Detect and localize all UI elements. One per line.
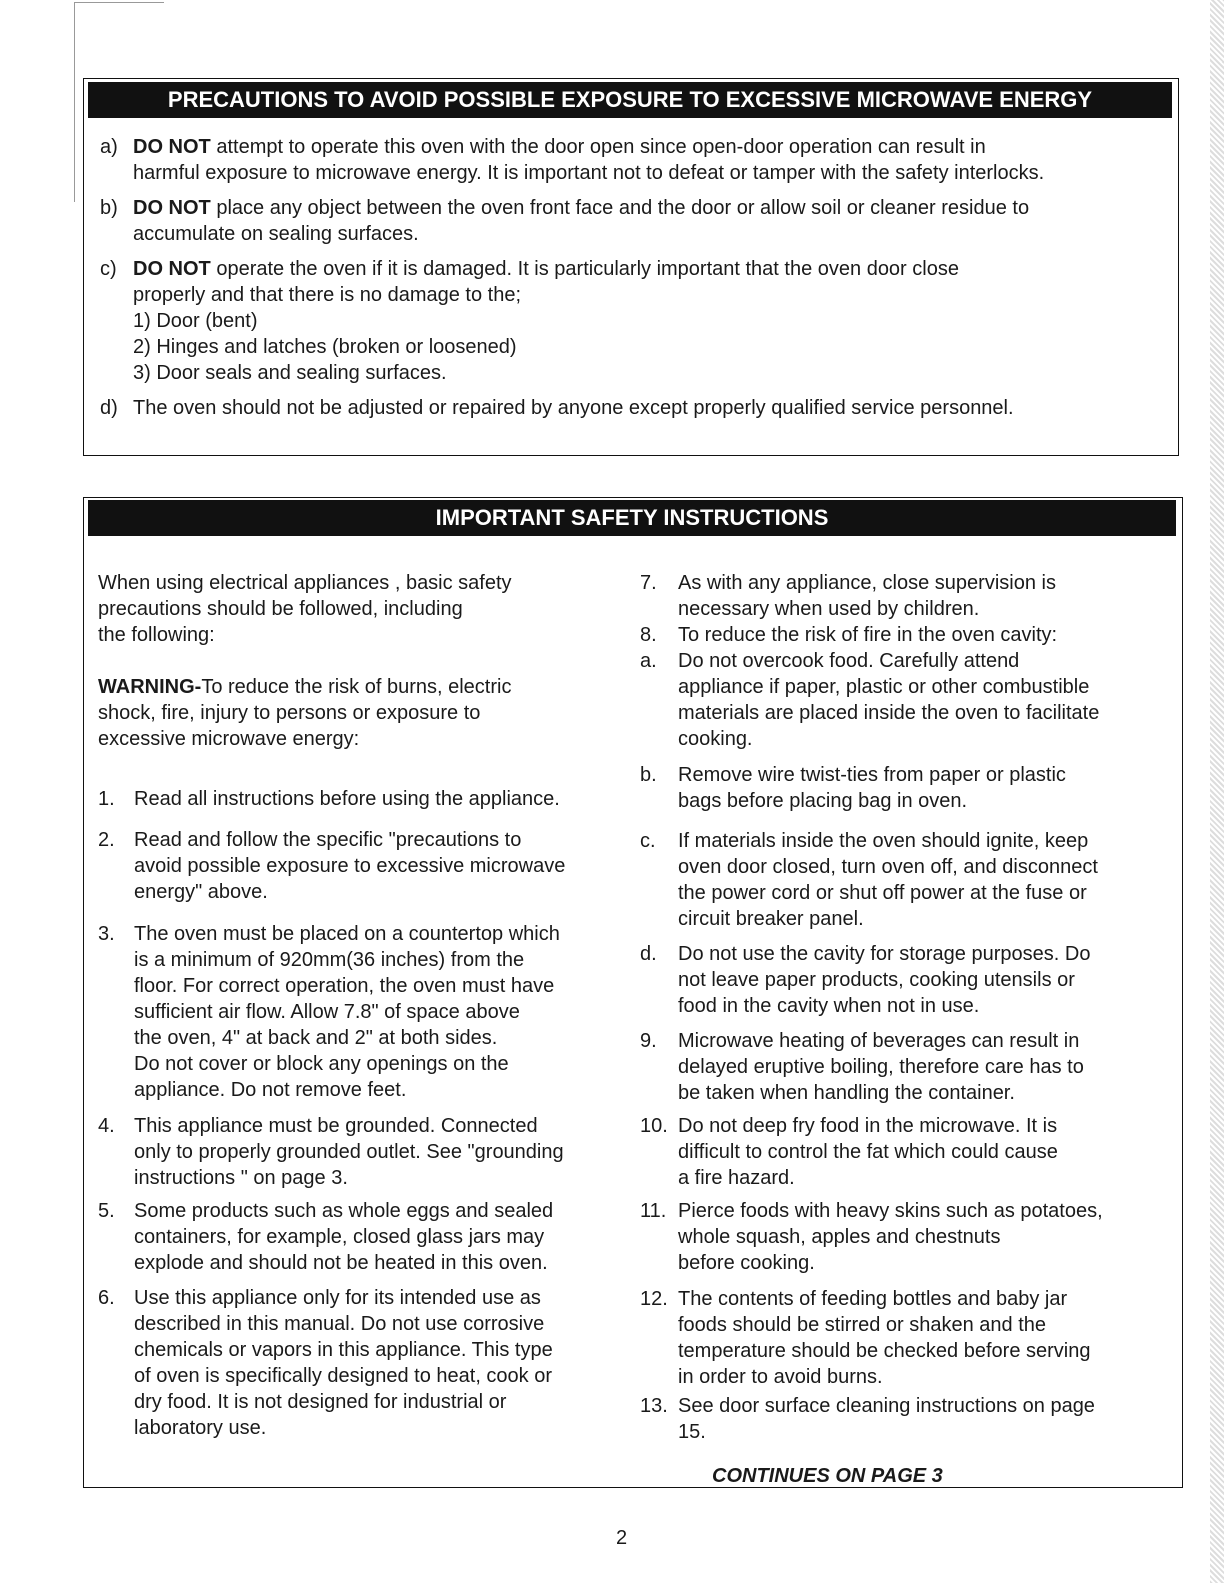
- item-label: 4.: [98, 1115, 115, 1137]
- item-text: Some products such as whole eggs and sealed containers, for example, closed glass jars may explode and should not be heated in this oven.: [134, 1200, 554, 1274]
- warning-text: To reduce the risk of burns, electric shock, fire, injury to persons or exposure to excessive microwave energy:: [98, 676, 512, 750]
- item-bold: DO NOT: [133, 197, 211, 219]
- precaution-item: [100, 395, 1170, 421]
- item-label: 10.: [640, 1115, 668, 1137]
- item-text: To reduce the risk of fire in the oven cavity:: [678, 624, 1058, 646]
- safety-item: [640, 570, 1180, 622]
- safety-item: [640, 941, 1180, 1019]
- item-text: Do not deep fry food in the microwave. It is difficult to control the fat which could cause a fire hazard.: [678, 1115, 1058, 1189]
- safety-title: IMPORTANT SAFETY INSTRUCTIONS: [88, 500, 1176, 536]
- item-text: operate the oven if it is damaged. It is particularly important that the oven door close properly and that there is no damage to the; 1) Door (bent) 2) Hinges and latches (broken or loosened) 3) Door seals and sealing surfaces.: [133, 258, 959, 384]
- item-label: b): [100, 197, 118, 219]
- safety-item: [640, 1393, 1180, 1445]
- safety-item: [98, 1285, 638, 1441]
- item-bold: DO NOT: [133, 258, 211, 280]
- warning-label: WARNING-: [98, 676, 202, 698]
- item-text: The oven should not be adjusted or repaired by anyone except properly qualified service personnel.: [133, 397, 1014, 419]
- item-label: 12.: [640, 1288, 668, 1310]
- precaution-item: [100, 134, 1170, 186]
- safety-item: [640, 828, 1180, 932]
- item-label: 2.: [98, 829, 115, 851]
- item-label: d.: [640, 943, 657, 965]
- item-label: a.: [640, 650, 657, 672]
- item-label: 6.: [98, 1287, 115, 1309]
- safety-item: [640, 648, 1180, 752]
- safety-item: [640, 1113, 1180, 1191]
- scan-edge-line: [74, 2, 164, 3]
- scan-edge-line: [74, 2, 75, 202]
- item-text: Pierce foods with heavy skins such as potatoes, whole squash, apples and chestnuts before cooking.: [678, 1200, 1103, 1274]
- item-text: As with any appliance, close supervision is necessary when used by children.: [678, 572, 1056, 620]
- item-text: Read and follow the specific "precautions to avoid possible exposure to excessive microwave energy" above.: [134, 829, 566, 903]
- item-text: Use this appliance only for its intended use as described in this manual. Do not use corrosive chemicals or vapors in this appliance. This type of oven is specifically designed to heat, cook or dry food. It is not designed for industrial or laboratory use.: [134, 1287, 553, 1439]
- safety-intro: When using electrical appliances , basic safety precautions should be followed, including the following:: [98, 572, 512, 646]
- safety-item: [640, 1028, 1180, 1106]
- item-text: If materials inside the oven should ignite, keep oven door closed, turn oven off, and disconnect the power cord or shut off power at the fuse or circuit breaker panel.: [678, 830, 1098, 930]
- item-text: The oven must be placed on a countertop which is a minimum of 920mm(36 inches) from the floor. For correct operation, the oven must have sufficient air flow. Allow 7.8" of space above the oven, 4" at back and 2" at both sides. Do not cover or block any openings on the appliance. Do not remove feet.: [134, 923, 560, 1101]
- page-number: 2: [616, 1527, 628, 1549]
- item-label: 7.: [640, 572, 657, 594]
- item-label: 13.: [640, 1395, 668, 1417]
- precaution-item: [100, 256, 1170, 386]
- item-text: See door surface cleaning instructions on page 15.: [678, 1395, 1095, 1443]
- safety-item: [98, 1113, 638, 1191]
- item-text: Do not use the cavity for storage purposes. Do not leave paper products, cooking utensils or food in the cavity when not in use.: [678, 943, 1091, 1017]
- item-text: Read all instructions before using the appliance.: [134, 788, 560, 810]
- item-label: 11.: [640, 1200, 667, 1222]
- item-text: This appliance must be grounded. Connected only to properly grounded outlet. See "grounding instructions " on page 3.: [134, 1115, 564, 1189]
- item-label: 9.: [640, 1030, 657, 1052]
- precaution-item: [100, 195, 1170, 247]
- item-text: place any object between the oven front face and the door or allow soil or cleaner residue to accumulate on sealing surfaces.: [133, 197, 1030, 245]
- item-label: b.: [640, 764, 657, 786]
- item-label: c): [100, 258, 117, 280]
- item-label: a): [100, 136, 118, 158]
- safety-item: [98, 786, 638, 812]
- item-label: 8.: [640, 624, 657, 646]
- item-text: Remove wire twist-ties from paper or plastic bags before placing bag in oven.: [678, 764, 1066, 812]
- continues-note: CONTINUES ON PAGE 3: [712, 1465, 943, 1487]
- safety-item: [98, 1198, 638, 1276]
- item-text: Microwave heating of beverages can result in delayed eruptive boiling, therefore care has to be taken when handling the container.: [678, 1030, 1084, 1104]
- safety-item: [640, 1286, 1180, 1390]
- item-label: 5.: [98, 1200, 115, 1222]
- item-text: The contents of feeding bottles and baby jar foods should be stirred or shaken and the temperature should be checked before serving in order to avoid burns.: [678, 1288, 1091, 1388]
- item-label: c.: [640, 830, 656, 852]
- safety-item: [640, 622, 1180, 648]
- warning-paragraph: [98, 674, 511, 752]
- item-text: attempt to operate this oven with the door open since open-door operation can result in harmful exposure to microwave energy. It is important not to defeat or tamper with the safety interlocks.: [133, 136, 1045, 184]
- item-label: 1.: [98, 788, 115, 810]
- item-bold: DO NOT: [133, 136, 211, 158]
- item-label: d): [100, 397, 118, 419]
- scan-edge: [1210, 0, 1224, 1583]
- safety-item: [98, 921, 638, 1103]
- safety-item: [640, 1198, 1180, 1276]
- item-label: 3.: [98, 923, 115, 945]
- item-text: Do not overcook food. Carefully attend appliance if paper, plastic or other combustible materials are placed inside the oven to facilitate cooking.: [678, 650, 1100, 750]
- precautions-title: PRECAUTIONS TO AVOID POSSIBLE EXPOSURE TO EXCESSIVE MICROWAVE ENERGY: [88, 82, 1172, 118]
- safety-item: [98, 827, 638, 905]
- safety-item: [640, 762, 1180, 814]
